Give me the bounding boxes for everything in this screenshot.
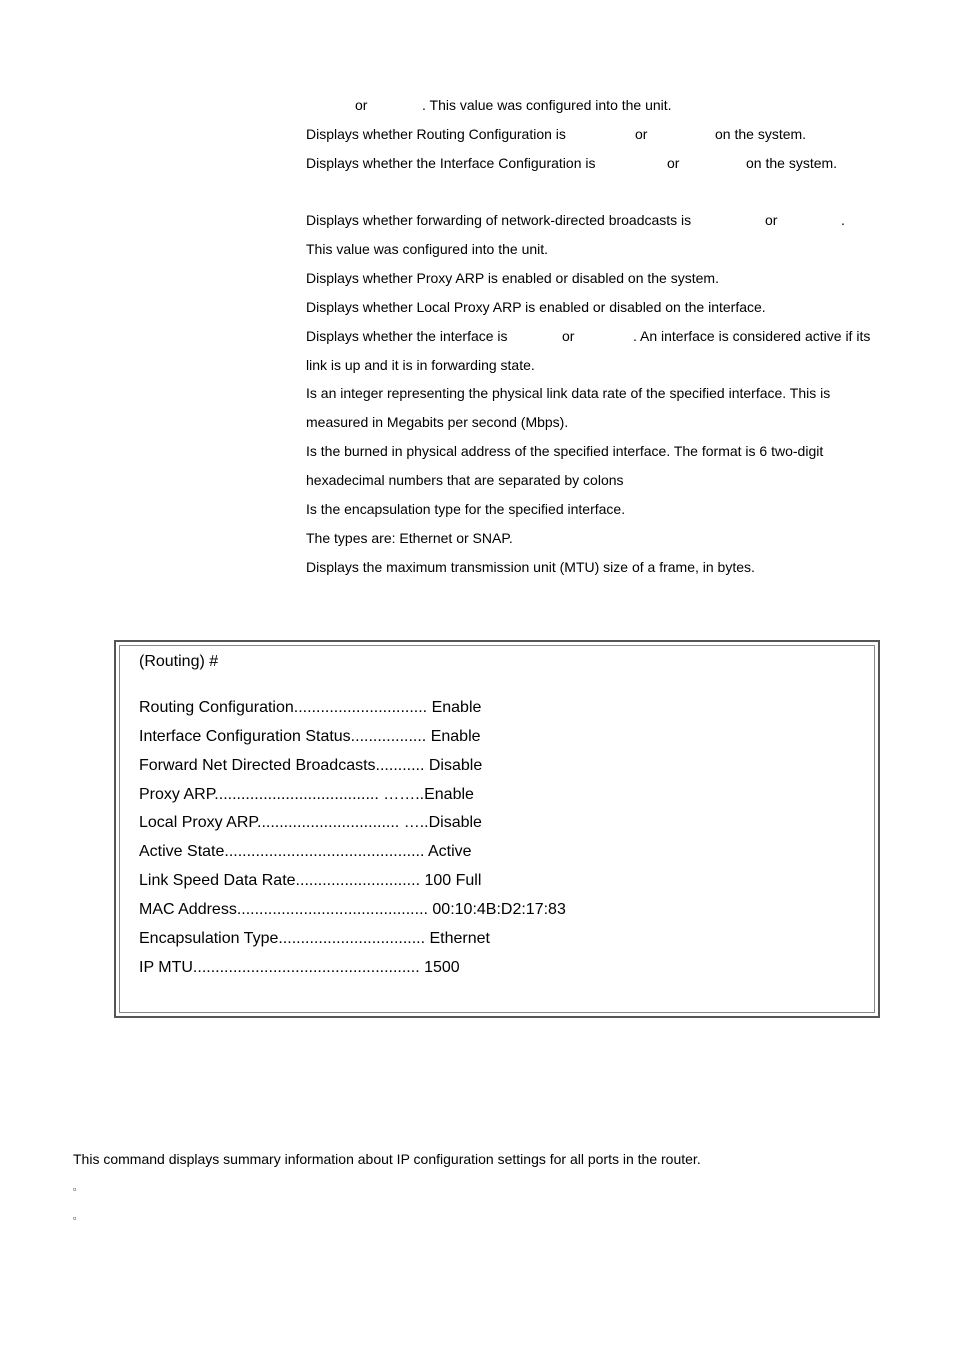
console-line: Forward Net Directed Broadcasts........... Disable [139, 757, 483, 774]
desc-line: on the system. [715, 126, 807, 142]
console-line: IP MTU................................................... 1500 [139, 959, 460, 976]
console-line: Routing Configuration.............................. Enable [139, 699, 482, 716]
desc-line: or [765, 212, 778, 228]
desc-line: or [635, 126, 648, 142]
desc-line: or [355, 97, 368, 113]
console-line: Encapsulation Type................................. Ethernet [139, 930, 490, 947]
desc-line: link is up and it is in forwarding state. [306, 357, 535, 373]
desc-line: . [841, 212, 845, 228]
console-line: Active State............................................. Active [139, 843, 472, 860]
desc-line: Displays whether the Interface Configuration is [306, 155, 596, 171]
desc-line: Is the encapsulation type for the specified interface. [306, 501, 626, 517]
desc-line: hexadecimal numbers that are separated by colons [306, 472, 624, 488]
desc-line: Displays the maximum transmission unit (MTU) size of a frame, in bytes. [306, 559, 755, 575]
desc-line: Displays whether forwarding of network-directed broadcasts is [306, 212, 692, 228]
desc-line: . This value was configured into the unit. [422, 97, 672, 113]
desc-line: Displays whether the interface is [306, 328, 508, 344]
summary-paragraph: This command displays summary information about IP configuration settings for all ports in the router. [73, 1151, 701, 1167]
bullet-icon: ▫ [73, 1184, 77, 1194]
console-line: Link Speed Data Rate............................ 100 Full [139, 872, 482, 889]
desc-line: measured in Megabits per second (Mbps). [306, 414, 569, 430]
desc-line: This value was configured into the unit. [306, 241, 549, 257]
desc-line: Displays whether Routing Configuration is [306, 126, 566, 142]
desc-line: Displays whether Local Proxy ARP is enabled or disabled on the interface. [306, 299, 766, 315]
desc-line: Is an integer representing the physical link data rate of the specified interface. This is [306, 385, 831, 401]
console-line: Local Proxy ARP................................ …..Disable [139, 814, 482, 831]
desc-line: or [562, 328, 575, 344]
desc-line: Is the burned in physical address of the specified interface. The format is 6 two-digit [306, 443, 824, 459]
desc-line: or [667, 155, 680, 171]
desc-line: on the system. [746, 155, 838, 171]
desc-line: . An interface is considered active if its [633, 328, 871, 344]
console-line: Interface Configuration Status................. Enable [139, 728, 481, 745]
desc-line: The types are: Ethernet or SNAP. [306, 530, 513, 546]
console-prompt: (Routing) # [139, 653, 219, 670]
console-line: Proxy ARP..................................... ……..Enable [139, 786, 474, 803]
console-output-inner [119, 645, 875, 1013]
console-output-box [114, 640, 880, 1018]
bullet-icon: ▫ [73, 1213, 77, 1223]
console-line: MAC Address........................................... 00:10:4B:D2:17:83 [139, 901, 566, 918]
desc-line: Displays whether Proxy ARP is enabled or disabled on the system. [306, 270, 719, 286]
